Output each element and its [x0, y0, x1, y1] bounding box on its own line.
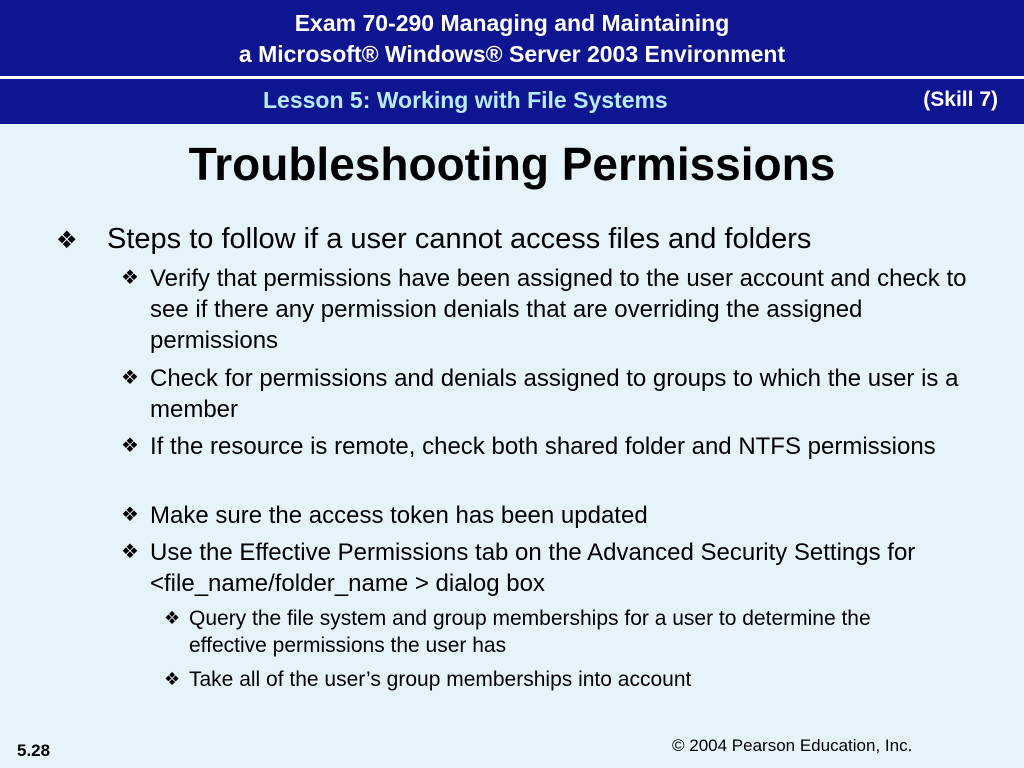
copyright-notice: © 2004 Pearson Education, Inc.: [672, 736, 913, 755]
diamond-bullet-icon: ❖: [164, 669, 181, 689]
sub-bullet-text: Verify that permissions have been assigned to the user account and check to see if there any permission denials that are overriding the assigned permissions: [150, 265, 967, 354]
diamond-bullet-icon: ❖: [56, 227, 78, 254]
slide-number: 5.28: [17, 741, 51, 760]
sub-sub-bullet-text: Query the file system and group memberships for a user to determine the effective permissions the user has: [189, 607, 871, 657]
diamond-bullet-icon: ❖: [121, 367, 139, 389]
skill-label: (Skill 7): [923, 88, 998, 111]
lesson-bar: [0, 79, 1024, 124]
diamond-bullet-icon: ❖: [121, 504, 139, 526]
sub-sub-bullet-text: Take all of the user’s group memberships into account: [189, 668, 692, 691]
diamond-bullet-icon: ❖: [121, 541, 139, 563]
lesson-title: Lesson 5: Working with File Systems: [263, 87, 668, 113]
sub-bullet-text: If the resource is remote, check both shared folder and NTFS permissions: [150, 433, 936, 460]
diamond-bullet-icon: ❖: [164, 608, 181, 628]
header-banner: [0, 0, 1024, 76]
sub-bullet-text: Check for permissions and denials assigned to groups to which the user is a member: [150, 365, 959, 423]
diamond-bullet-icon: ❖: [121, 435, 139, 457]
slide-title: Troubleshooting Permissions: [188, 138, 836, 190]
diamond-bullet-icon: ❖: [121, 267, 139, 289]
sub-bullet-text: Make sure the access token has been updated: [150, 502, 648, 529]
sub-bullet-text: Use the Effective Permissions tab on the Advanced Security Settings for <file_name/folder_name > dialog box: [150, 539, 916, 597]
exam-title-line2: a Microsoft® Windows® Server 2003 Environment: [238, 41, 786, 67]
exam-title-line1: Exam 70-290 Managing and Maintaining: [294, 10, 730, 36]
main-bullet-text: Steps to follow if a user cannot access files and folders: [107, 223, 812, 255]
